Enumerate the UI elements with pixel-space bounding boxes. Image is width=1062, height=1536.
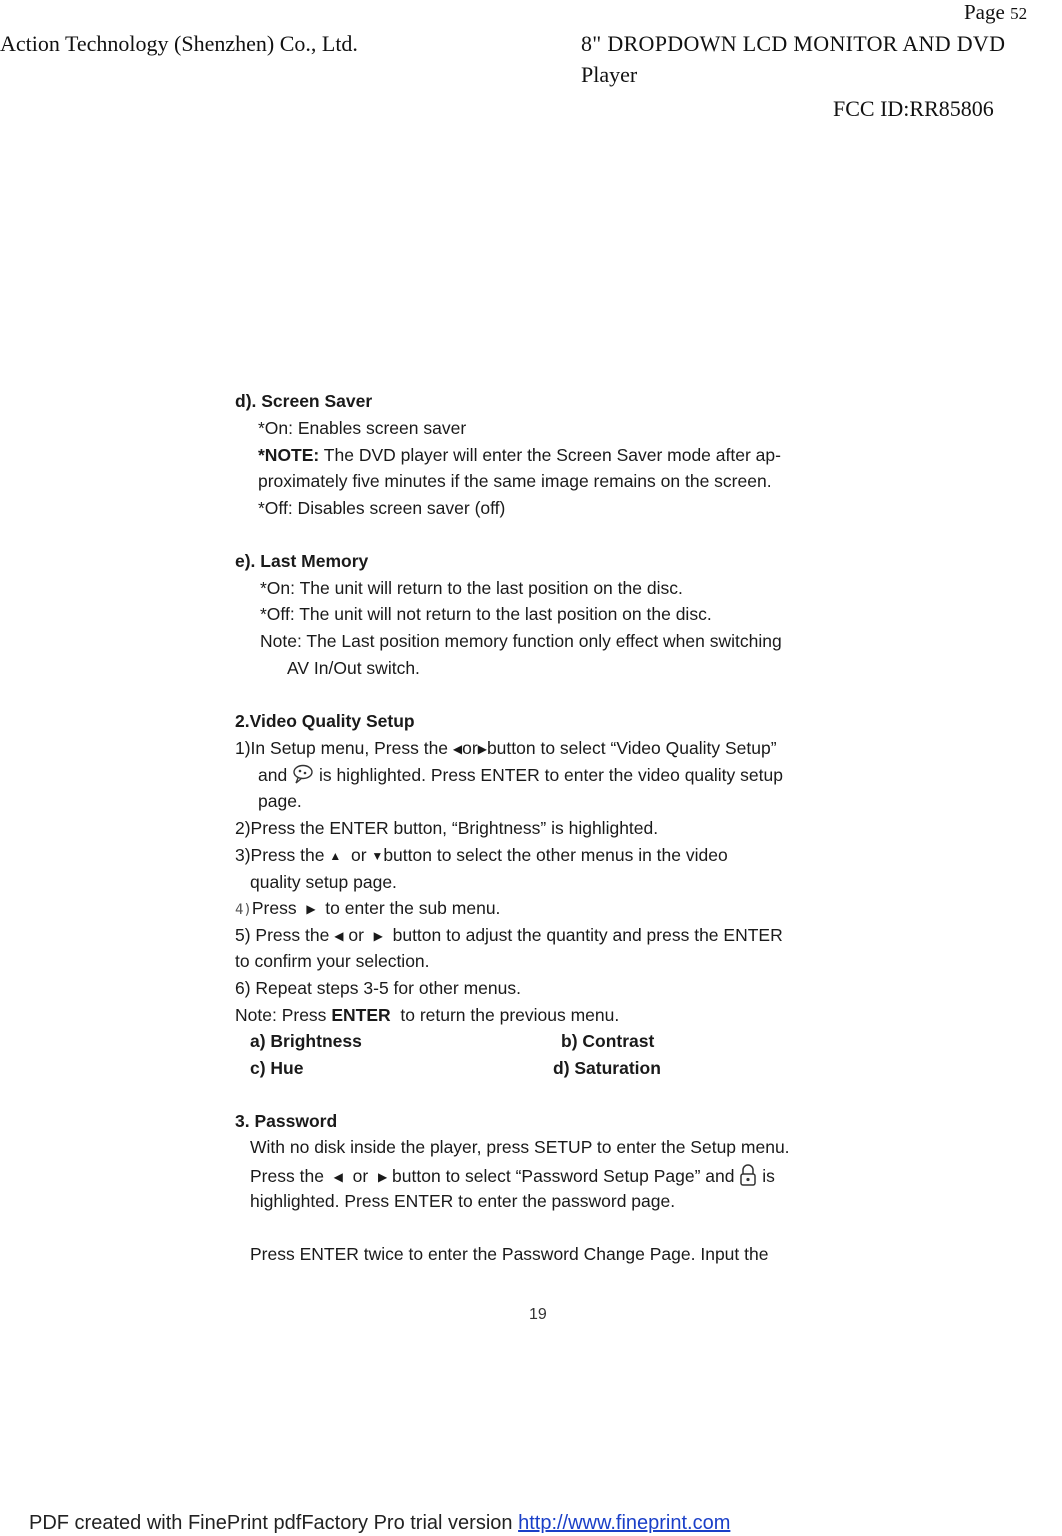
down-triangle-icon: ▼	[371, 849, 384, 863]
screen-saver-on: *On: Enables screen saver	[258, 418, 467, 438]
last-memory-note-line2: AV In/Out switch.	[287, 658, 420, 678]
vq-note-text-a: Note: Press	[235, 1005, 327, 1025]
screen-saver-heading: d). Screen Saver	[235, 391, 373, 411]
vq-step1-or: or	[462, 738, 478, 758]
right-triangle-icon: ▶	[373, 929, 383, 943]
vq-step3-text-b: button to select the other menus in the video	[383, 845, 728, 865]
password-or: or	[352, 1166, 369, 1187]
video-quality-icon	[292, 764, 314, 789]
product-title-line2: Player	[581, 62, 638, 87]
password-text-a: Press the	[250, 1166, 324, 1187]
vq-step3-text-a: 3)Press the	[235, 845, 325, 865]
last-memory-off: *Off: The unit will not return to the last position on the disc.	[260, 604, 712, 624]
vq-item-contrast: b) Contrast	[561, 1031, 655, 1051]
vq-step1-and: and	[258, 765, 288, 786]
note-label: *NOTE:	[258, 445, 320, 465]
right-triangle-icon: ▶	[377, 1170, 388, 1185]
last-memory-note-line1: Note: The Last position memory function only effect when switching	[260, 631, 782, 651]
password-line1: With no disk inside the player, press SETUP to enter the Setup menu.	[250, 1137, 790, 1157]
company-name: Action Technology (Shenzhen) Co., Ltd.	[0, 31, 358, 56]
vq-step4	[235, 898, 500, 919]
vq-step3-line1	[235, 845, 728, 866]
pdf-footer	[29, 1512, 730, 1535]
vq-note-text-b: to return the previous menu.	[400, 1005, 620, 1025]
video-quality-heading: 2.Video Quality Setup	[235, 711, 415, 731]
vq-item-hue: c) Hue	[250, 1058, 304, 1078]
screen-saver-note-line2: proximately five minutes if the same image remains on the screen.	[258, 471, 772, 491]
vq-step1-text-a: 1)In Setup menu, Press the	[235, 738, 449, 758]
vq-step5-or: or	[348, 925, 364, 945]
left-triangle-icon: ◀	[333, 1170, 343, 1185]
last-memory-on: *On: The unit will return to the last position on the disc.	[260, 578, 683, 598]
left-triangle-icon: ◀	[334, 929, 344, 943]
vq-step5-line1	[235, 925, 783, 946]
right-triangle-icon: ▶	[306, 902, 316, 916]
vq-step6: 6) Repeat steps 3-5 for other menus.	[235, 978, 521, 998]
fineprint-link[interactable]: http://www.fineprint.com	[518, 1512, 731, 1534]
up-triangle-icon: ▲	[329, 849, 342, 863]
password-heading: 3. Password	[235, 1111, 338, 1131]
note-text: The DVD player will enter the Screen Saver mode after ap-	[323, 445, 781, 465]
vq-step1-text-b: button to select “Video Quality Setup”	[486, 738, 777, 758]
password-text-c: is	[762, 1166, 775, 1187]
left-triangle-icon: ◀	[452, 742, 463, 756]
vq-note-enter: ENTER	[331, 1005, 391, 1025]
vq-step1-line2	[258, 764, 783, 789]
vq-step5-text-b: button to adjust the quantity and press the ENTER	[392, 925, 783, 945]
vq-note	[235, 1005, 619, 1026]
vq-item-saturation: d) Saturation	[553, 1058, 661, 1078]
vq-item-brightness: a) Brightness	[250, 1031, 362, 1051]
vq-step1-text-d: is highlighted. Press ENTER to enter the video quality setup	[318, 765, 783, 786]
last-memory-heading: e). Last Memory	[235, 551, 369, 571]
password-line3: highlighted. Press ENTER to enter the password page.	[250, 1191, 676, 1211]
vq-step2: 2)Press the ENTER button, “Brightness” is highlighted.	[235, 818, 659, 838]
document-page-number: 19	[529, 1306, 547, 1323]
vq-step1-line3: page.	[258, 791, 302, 811]
vq-step1-line1	[235, 738, 777, 759]
screen-saver-note-line1	[258, 445, 781, 466]
fcc-id: FCC ID:RR85806	[833, 96, 994, 121]
password-line4: Press ENTER twice to enter the Password Change Page. Input the	[250, 1244, 769, 1264]
vq-step5-line2: to confirm your selection.	[235, 951, 430, 971]
product-title-line1: 8" DROPDOWN LCD MONITOR AND DVD	[581, 31, 1006, 56]
page-word: Page	[964, 0, 1005, 24]
vq-step4-num: 4)	[235, 902, 252, 918]
page-number: 52	[1010, 4, 1028, 23]
password-text-b: button to select “Password Setup Page” and	[392, 1166, 735, 1187]
vq-step4-text-a: Press	[251, 898, 297, 918]
right-triangle-icon: ▶	[477, 742, 487, 756]
lock-icon	[739, 1164, 757, 1191]
vq-step3-line2: quality setup page.	[250, 872, 397, 892]
password-line2	[250, 1164, 775, 1191]
footer-text: PDF created with FinePrint pdfFactory Pro trial version	[29, 1512, 513, 1534]
page-label	[964, 0, 1027, 25]
vq-step5-text-a: 5) Press the	[235, 925, 330, 945]
vq-step4-text-b: to enter the sub menu.	[325, 898, 501, 918]
vq-step3-or: or	[350, 845, 367, 865]
screen-saver-off: *Off: Disables screen saver (off)	[258, 498, 506, 518]
